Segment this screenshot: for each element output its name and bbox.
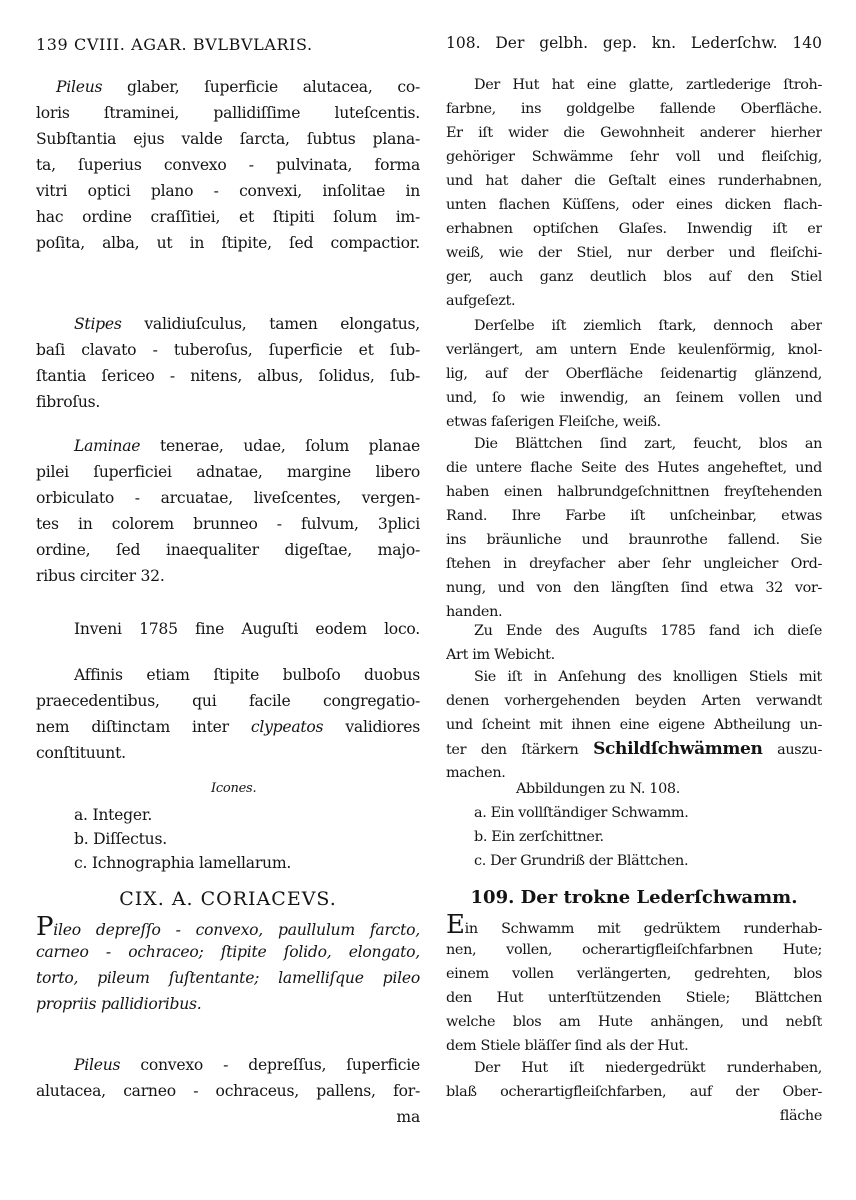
abbildungen-item: a. Ein vollſtändiger Schwamm. [474, 805, 689, 821]
abbildungen-title: Abbildungen zu N. 108. [516, 781, 680, 797]
left-running-header: 139 CVIII. AGAR. BVLBVLARIS. [36, 35, 313, 54]
cix-heading: CIX. A. CORIACEVS. [119, 888, 337, 910]
pileus-label: Pileus [56, 78, 103, 96]
n109-heading: 109. Der trokne Lederſchwamm. [470, 887, 798, 908]
stipes-label: Stipes [74, 315, 122, 333]
right-running-header: 108. Der gelbh. gep. kn. Lederſchw. 140 [446, 34, 822, 52]
cix-drop-initial: P [36, 916, 54, 942]
icones-title: Icones. [211, 781, 257, 796]
inveni-line: Inveni 1785 fine Auguſti eodem loco. [74, 620, 420, 638]
n109-drop-initial: E [446, 914, 465, 940]
abbildungen-item: c. Der Grundriß der Blättchen. [474, 853, 689, 869]
abbildungen-item: b. Ein zerſchittner. [474, 829, 604, 845]
icones-item: b. Diſſectus. [74, 830, 167, 848]
icones-item: c. Ichnographia lamellarum. [74, 854, 292, 872]
laminae-label: Laminae [74, 437, 141, 455]
icones-item: a. Integer. [74, 806, 153, 824]
